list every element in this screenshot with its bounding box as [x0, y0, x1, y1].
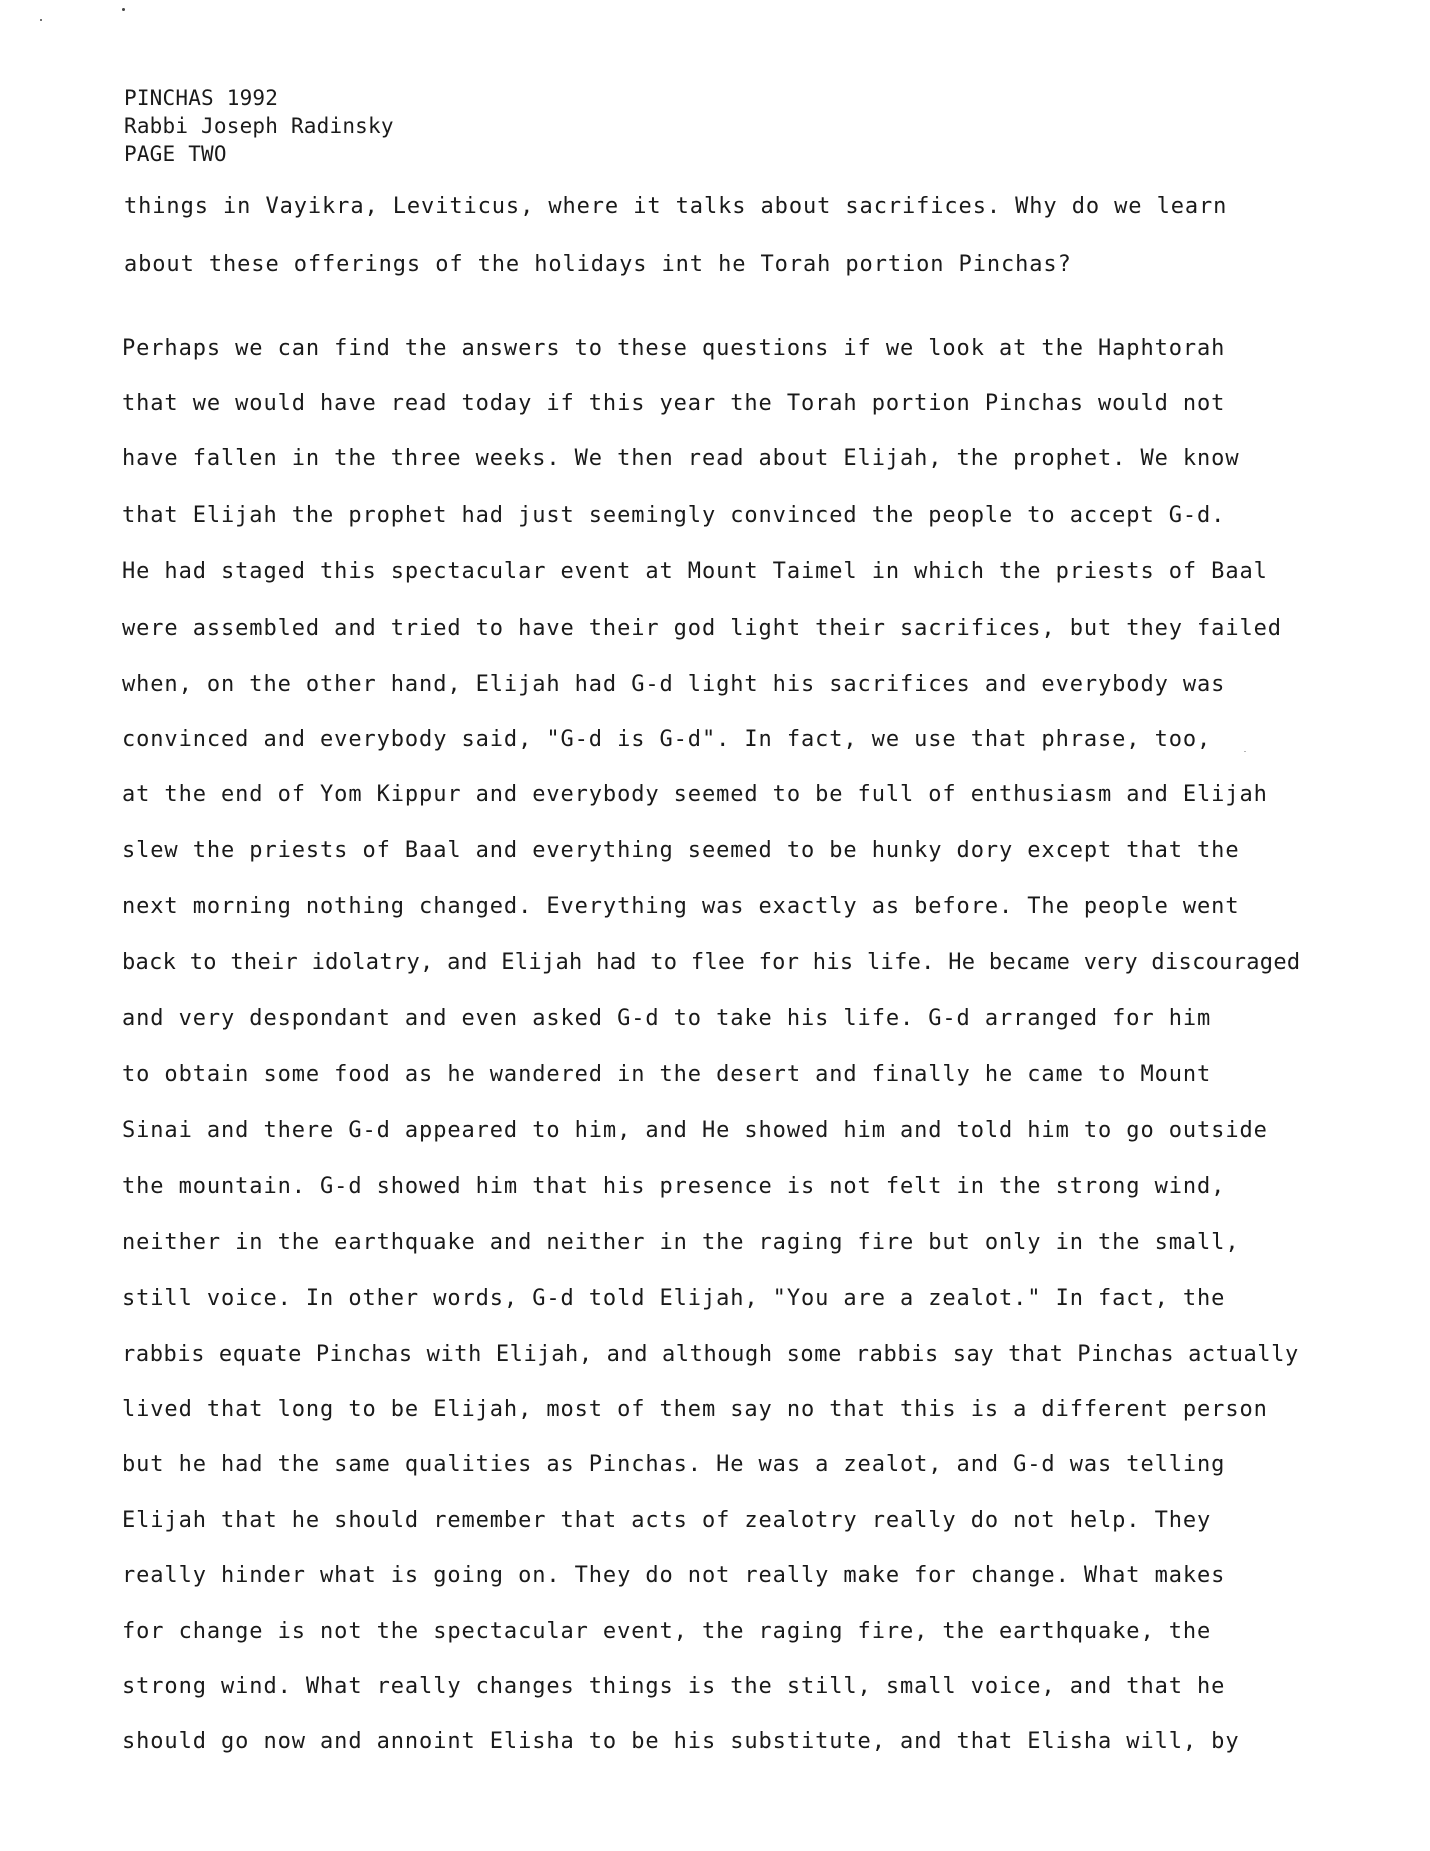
scan-speck	[122, 8, 125, 11]
text-line: and very despondant and even asked G-d to take his life. G-d arranged for him	[122, 1006, 1212, 1031]
header-page-label: PAGE TWO	[124, 142, 227, 166]
text-line: Perhaps we can find the answers to these questions if we look at the Haphtorah	[122, 336, 1226, 361]
header-author: Rabbi Joseph Radinsky	[124, 114, 394, 138]
text-line: for change is not the spectacular event, the raging fire, the earthquake, the	[122, 1619, 1212, 1644]
text-line: but he had the same qualities as Pinchas. He was a zealot, and G-d was telling	[122, 1452, 1226, 1477]
scan-speck	[40, 19, 42, 21]
scan-speck	[1244, 751, 1246, 752]
text-line: that we would have read today if this year the Torah portion Pinchas would not	[122, 391, 1226, 416]
text-line: really hinder what is going on. They do not really make for change. What makes	[122, 1563, 1226, 1588]
text-line: when, on the other hand, Elijah had G-d light his sacrifices and everybody was	[122, 672, 1226, 697]
text-line: were assembled and tried to have their god light their sacrifices, but they failed	[122, 616, 1282, 641]
text-line: He had staged this spectacular event at Mount Taimel in which the priests of Baal	[122, 559, 1268, 584]
text-line: that Elijah the prophet had just seemingly convinced the people to accept G-d.	[122, 503, 1226, 528]
text-line: back to their idolatry, and Elijah had to flee for his life. He became very discouraged	[122, 950, 1301, 975]
header-title: PINCHAS 1992	[124, 86, 279, 110]
text-line: things in Vayikra, Leviticus, where it talks about sacrifices. Why do we learn	[124, 194, 1228, 219]
document-header	[124, 84, 394, 168]
text-line: convinced and everybody said, "G-d is G-d". In fact, we use that phrase, too,	[122, 727, 1212, 752]
text-line: strong wind. What really changes things is the still, small voice, and that he	[122, 1674, 1226, 1699]
text-line: should go now and annoint Elisha to be his substitute, and that Elisha will, by	[122, 1729, 1240, 1754]
text-line: have fallen in the three weeks. We then read about Elijah, the prophet. We know	[122, 446, 1240, 471]
text-line: Sinai and there G-d appeared to him, and He showed him and told him to go outside	[122, 1118, 1268, 1143]
text-line: slew the priests of Baal and everything seemed to be hunky dory except that the	[122, 838, 1240, 863]
text-line: still voice. In other words, G-d told Elijah, "You are a zealot." In fact, the	[122, 1286, 1226, 1311]
text-line: rabbis equate Pinchas with Elijah, and although some rabbis say that Pinchas actually	[122, 1342, 1299, 1367]
text-line: at the end of Yom Kippur and everybody seemed to be full of enthusiasm and Elijah	[122, 782, 1268, 807]
text-line: about these offerings of the holidays int he Torah portion Pinchas?	[124, 252, 1072, 277]
text-line: next morning nothing changed. Everything was exactly as before. The people went	[122, 894, 1240, 919]
text-line: the mountain. G-d showed him that his presence is not felt in the strong wind,	[122, 1174, 1226, 1199]
text-line: to obtain some food as he wandered in the desert and finally he came to Mount	[122, 1062, 1212, 1087]
text-line: Elijah that he should remember that acts of zealotry really do not help. They	[122, 1508, 1212, 1533]
text-line: neither in the earthquake and neither in the raging fire but only in the small,	[122, 1230, 1240, 1255]
text-line: lived that long to be Elijah, most of them say no that this is a different person	[122, 1397, 1268, 1422]
